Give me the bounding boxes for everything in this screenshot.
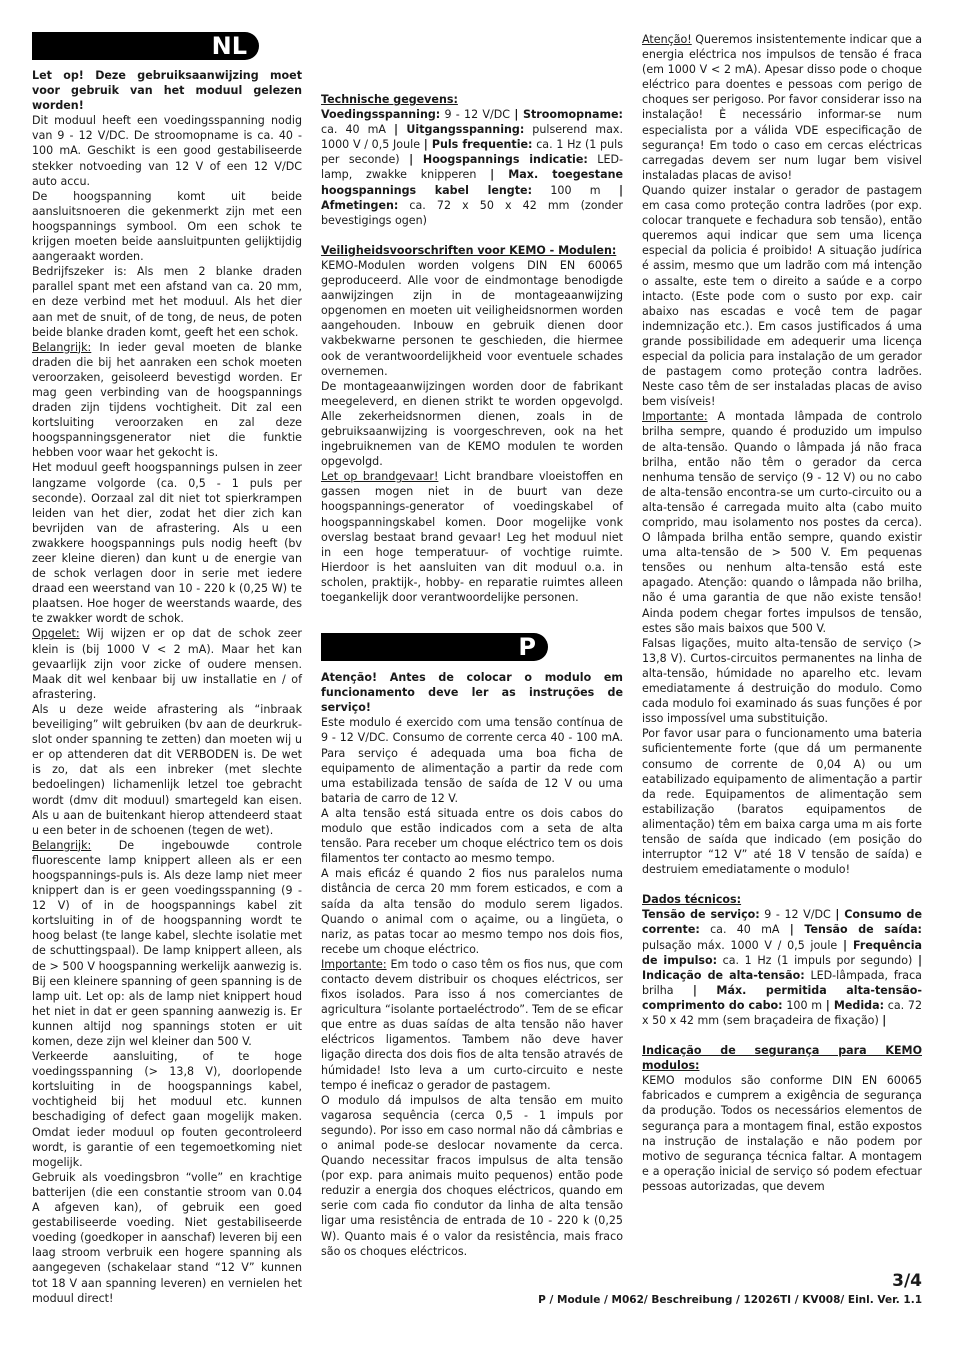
nl-important-text: De ingebouwde controle fluorescente lamp knippert alleen als er een hoogspannings-puls is. Als deze lamp niet meer knippert dan is er geen voedingsspanning (9 - 12 V) of in de hoogspannings kabel zit kortsluiting in of de hoogspanning wordt te hoog belast (te lange kabel, slechte isolatie met de schuttingspaal). De lamp knippert alleen, als de > 500 V hoogspanning werkelijk aanwezig is. Bij een kleinere spanning of geen spanning is de lamp uit. Let op: als de lamp niet knippert houd het niet in dat er geen spanning aanwezig is. Er kunnen altijd nog spannings stoten er uit komen, deze zijn wel kleiner dan 500 V. [32, 838, 302, 1048]
pt-paragraph [321, 957, 623, 1093]
page-number: 3/4 [892, 1271, 922, 1291]
nl-paragraph [32, 340, 302, 461]
spec-value: ca. 72 x 50 x 42 mm (sem braçadeira de fixação) [642, 998, 923, 1027]
spec-label: | [882, 1014, 887, 1027]
pt-paragraph: Por favor usar para o funcionamento uma bateria suficientemente forte (que dá um permanente consumo de corrente de 0,04 A) ou um eatabilizado equipamento de alimentação a partir da rede. Equipamentos de alimentação sem estabilização (baratos equipamentos de alimentação) têm em baixa carga uma m ais forte tensão de saída que indicado (em posição do interruptor “12 V” até 18 V tensão de saída) e destruiem emediatamente o modulo! [642, 727, 922, 877]
spec-label: | Stroomopname: [514, 108, 623, 122]
spec-value: ca. 1 Hz (1 impuls por segundo) [717, 953, 918, 967]
nl-caution-text: Wij wijzen er op dat de schok zeer klein is (bij 1000 V < 2 mA). Maar het kan gevaarlijk zijn voor zicke of oudere mensen. Maak dit wel kenbaar bij uw installatie en / of afrastering. [32, 627, 302, 701]
nl-safety-paragraph [321, 469, 623, 605]
nl-tech-specs [321, 107, 623, 228]
column-1 [32, 32, 302, 1306]
column-2 [321, 32, 623, 1259]
spec-value: 100 m [782, 998, 826, 1012]
pt-paragraph: A mais eficáz é quando 2 fios nus paralelos numa distância de cerca 20 mm forem esticados, e com a saída da alta tensão do modulo serem ligados. Quando o animal com o açaime, ou a lingüeta, o nariz, as patas tocar ao mesmo tempo nos dois fios, recebe um choque eléctrico. [321, 867, 623, 956]
pt-badge-label: P [518, 633, 536, 662]
nl-badge-label: NL [211, 32, 247, 60]
pt-paragraph [642, 32, 922, 183]
pt-paragraph: O modulo dá impulsos de alta tensão em muito vagarosa sequência (cerca 0,5 - 1 impuls por segundo). Por isso em caso normal não dá câmbrias e o animal pode-se deslocar novamente da cerca. Quando necessitar fracos impulsus de alta tensão (por exp. para animais muito pequenos) então pode reduzir a energia dos choques eléctricos, quando em serie com cada fio condutor da linha de alta tensão ligar uma resistência de entrada de 10 - 220 k (0,25 W). Quanto mais é o valor da resistência, mais fraco são os choques eléctricos. [321, 1093, 623, 1258]
spec-value: ca. 40 mA [321, 123, 394, 137]
nl-important-label: Belangrijk: [32, 838, 92, 852]
spec-label: | Afmetingen: [321, 183, 623, 212]
spec-label: | Puls frequentie: [423, 138, 533, 152]
spec-label: | Uitgangsspanning: [393, 123, 525, 137]
nl-fire-warning-text: Licht brandbare vloeistoffen en gassen mogen niet in de buurt van deze hoogspannings-generator of voedingskabel of hoogspanningskabel komen. Door mogelijke vonk overslag bestaat brand gevaar! Leg het moduul niet in een hoge temperatuur- of vochtige ruimte. Hierdoor is het aansluiten van dit moduul o.a. in scholen, praktijk-, hobby- en reparatie ruimtes alleen toegankelijk door verantwoordelijke personen. [321, 470, 624, 604]
nl-important-label: Belangrijk: [32, 340, 92, 354]
pt-caution-text: Queremos insistentemente indicar que a energia eléctrica nos impulsos de tensão é fraca (em 1000 V < 2 mA). Apesar disso pode o choque eléctrico para doentes e pessoas com perigo de choques ser perigoso. Por favor considerar isso na instalação! È necessário informar-se num especialista por a válida VDE especificação de segurança! Em todo o caso em cercas eléctricas carregadas devem ser num lugar bem visivel instaladas placas de aviso! [642, 33, 922, 182]
spec-label: | Max. toegestane hoogspannings kabel lengte: [321, 168, 623, 197]
nl-language-badge [32, 32, 259, 60]
pt-language-badge [321, 633, 548, 661]
spec-value: 100 m [532, 183, 619, 197]
nl-paragraph: Gebruik als voedingsbron “volle” en krachtige batterijen (die een constantie stroom van 0.04 A afgeven kan), of gebruik een goed gestabiliseerde voeding. Niet gestabiliseerde voeding (goedkoper in aanschaf) leveren bij een laag stroom verbruik een hogere spanning als aangegeven (schakelaar stand “12 V” kunnen tot 18 V aan spanning leveren) en vernielen het moduul direct! [32, 1170, 302, 1305]
pt-important-text: Em todo o caso têm os fios nus, que com contacto devem distribuir os choques eléctricos, ser fixos isolados. Para isso á nos comerciantes de agricultura “isolante portaeléctrodo”. Tem de se eficar que entre as duas saídas de alta tensão não haver eléctricos ligamentos. Tambem não deve haver ligação directa dos dois fios de alta tensão através de húmidade! Isto leva a um curto-circuito e neste tempo é ineficaz o gerador de pastagem. [321, 957, 623, 1092]
nl-caution-label: Opgelet: [32, 627, 80, 641]
nl-tech-title: Technische gegevens: [321, 93, 458, 106]
pt-tech-specs [642, 907, 922, 1028]
nl-fire-warning-label: Let op brandgevaar! [321, 470, 439, 484]
spec-label: | Consumo de corrente: [642, 908, 922, 937]
nl-paragraph: Als u deze weide afrastering als “inbraak beveiliging” wilt gebruiken (bv aan de deurkruk-slot onder spanning te zetten) dan moeten wij u er op attenderen dat dit VERBODEN is. De wet is zo, dat als een inbreker (met slechte bedoelingen) lichamenlijk letzel toe gebracht wordt (dmv dit moduul) smartegeld kan eisen. Als u aan de buitenkant hierop attendeerd staat u een beter in de schoenen (tegen de wet). [32, 702, 302, 837]
spec-label: | Tensão de saída: [789, 923, 922, 937]
nl-paragraph: Bedrijfszeker is: Als men 2 blanke draden parallel spant met een afstand van ca. 20 mm, en deze verbind met het moduul. Als het dier aan met de snuit, of de tong, de neus, de poten beide blanke draden komt, geeft het een schok. [32, 265, 302, 339]
nl-paragraph [32, 626, 302, 701]
pt-paragraph: A alta tensão está situada entre os dois cabos do modulo que estão indicados com a seta de alta tensão. Para receber um choque eléctrico tem os dois filamentos ter contacto ao mesmo tempo. [321, 806, 623, 866]
nl-safety-paragraph: KEMO-Modulen worden volgens DIN EN 60065 geproduceerd. Alle voor de eindmontage benodigde aanwijzingen zijn in de montageaanwijzing opgenomen en moeten uit veiligheidsnormen worden aangehouden. Inbouw en gebruik dienen door vakbekwarne personen te geschieden, die hiermee ook de verantwoordelijkheid voor eventuele schades overnemen. [321, 258, 623, 378]
spec-label: Tensão de serviço: [642, 908, 760, 922]
nl-warning: Let op! Deze gebruiksaanwijzing moet voor gebruik van het moduul gelezen worden! [32, 69, 302, 113]
spec-value: LED-lamp, zwakke knipperen [321, 153, 624, 182]
spec-label: | Medida: [825, 998, 885, 1012]
spec-value: LED-lâmpada, fraca brilha [642, 968, 922, 997]
nl-paragraph: De hoogspanning komt uit beide aansluitsnoeren die gekenmerkt zijn met een hoogspannings symbool. Om een schok te krijgen moeten beide aansluitpunten gelijktijdig aangeraakt worden. [32, 189, 302, 264]
spec-value: 9 - 12 V/DC [440, 108, 515, 122]
pt-important-label: Importante: [642, 410, 708, 424]
pt-caution-label: Atenção! [642, 33, 692, 46]
spec-value: ca. 40 mA [699, 923, 790, 937]
nl-paragraph: Verkeerde aansluiting, of te hoge voedingsspanning (> 13,8 V), doorlopende kortsluiting in de hoogspannings kabel, vochtigheid bij het moduul etc. kunnen beschadiging of defect gaan mogelijk maken. Omdat ieder moduul op fouten gecontroleerd wordt, is garantie of een tegemoetkoming niet mogelijk. [32, 1050, 302, 1169]
spec-label: Voedingsspanning: [321, 108, 441, 122]
spec-label: | Indicação de alta-tensão: [642, 953, 922, 982]
spec-value: ca. 1 Hz (1 puls per seconde) [321, 138, 623, 167]
pt-safety-title: Indicação de segurança para KEMO modulos: [642, 1044, 922, 1073]
pt-important-label: Importante: [321, 957, 387, 971]
pt-paragraph [642, 409, 922, 635]
pt-paragraph: Quando quizer instalar o gerador de pastagem em casa como proteção contra ladrões (por exp. colocar tranquete e fechadura sob tensão), então queremos aqui indicar que sem uma licença especial da policia é proibido! A situação judírica é assim, mesmo que um ladrão com má intenção o assalte, este tem o direito a saúde e a corpo intacto. (Este pode com o susto por exp. cair abaixo nas escadas e você tem de pagar indemnização etc.). Em casos justificados á uma grande possibilidade em adequerir uma licença especial da policia para instalação de um gerador de pastagem como proteção contra ladrões. Neste caso têm de ser instaladas placas de aviso bem visíveis! [642, 183, 922, 409]
nl-paragraph: Dit moduul heeft een voedingsspanning nodig van 9 - 12 V/DC. De stroomopname is ca. 40 - 100 mA. Geschikt is een good gestabiliseerde stekker notvoeding van 12 V of een 12 V/DC auto accu. [32, 114, 302, 188]
nl-safety-paragraph: De montageaanwijzingen worden door de fabrikant meegeleverd, en dienen strikt te worden opgevolgd. Alle zekerheidsnormen dienen, zoals in de gebruiksaanwijzing is voorgeschreven, ook na het ingebruiknemen van de KEMO modulen te worden opgevolgd. [321, 379, 623, 469]
pt-important-text: A montada lâmpada de controlo brilha sempre, quando é produzido um impulso de alta-tensão. Quando o lâmpada já não fraca brilha, então não têm o gerador da cerca nenhuma tensão de serviço (9 - 12 V) ou no cabo de alta-tensão encontra-se um curto-circuito ou a alta-tensão é carregada muito alta (cabo muito comprido, mau isolamento nos postes da cerca). O lâmpada brilha então sempre, quando existir uma alta-tensão de > 500 V. Em pequenas tensões ou nenhum alta-tensão está este apagado. Atenção: quando o lâmpada não brilha, não é uma garantia de que não existe tensão! Ainda podem chegar fortes impulsos de tensão, estes são mais baixos que 500 V. [642, 410, 922, 635]
spec-value: pulserend max. 1000 V / 0,5 Joule [321, 123, 623, 152]
nl-important-text: In ieder geval moeten de blanke draden die bij het aanraken een schok moeten veroorzaken, geisoleerd bevestigd worden. Er mag geen verbinding van de hoogspannings draden zijn tijdens vochtigheit. Dit zal een kortsluiting veroorzaken en zal deze hoogspanningsgenerator niet die funktie hebben voor waar het gekocht is. [32, 340, 302, 460]
spec-label: | Máx. permitida alta-tensão-comprimento do cabo: [642, 983, 923, 1012]
pt-warning: Atenção! Antes de colocar o modulo em funcionamento deve ler as instruções de serviço! [321, 671, 623, 715]
nl-safety-title: Veiligheidsvoorschriften voor KEMO - Modulen: [321, 243, 617, 257]
nl-paragraph [32, 838, 302, 1049]
document-reference: P / Module / M062/ Beschreibung / 12026TI / KV008/ Einl. Ver. 1.1 [538, 1294, 922, 1306]
column-3 [642, 32, 922, 1194]
pt-tech-title: Dados técnicos: [642, 893, 742, 907]
spec-value: 9 - 12 V/DC [759, 908, 836, 922]
pt-paragraph: Este modulo é exercido com uma tensão contínua de 9 - 12 V/DC. Consumo de corrente cerca 40 - 100 mA. Para serviço é adequada uma boa ficha de equipamento de alimentação a partir da rede com uma estabilizada tensão de saída de 12 V ou uma bataria de carro de 12 V. [321, 716, 623, 805]
spec-label: | Hoogspannings indicatie: [409, 153, 588, 167]
spec-label: | Frequência de impulso: [642, 938, 923, 967]
pt-paragraph: Falsas ligações, muito alta-tensão de serviço (> 13,8 V). Curtos-circuitos permanentes na linha de alta-tensão, húmidade no aparelho etc. levam emediatamente á destruição do modulo. Como cada modulo foi examinado ás suas funções é por isso impossível uma substituição. [642, 636, 922, 726]
spec-value: ca. 72 x 50 x 42 mm (zonder bevestigings ogen) [321, 198, 623, 227]
nl-paragraph: Het moduul geeft hoogspannings pulsen in zeer langzame volgorde (ca. 0,5 - 1 puls per seconde). Oorzaal zal dit niet tot spierkrampen leiden van het dier, zodat het dier zich kan bevrijden van de afrastering. Als u een zwakkere hoogspannings puls nodig heeft (bv zeer kleine dieren) dan kunt u de energie van de schok verlagen door in serie met iedere draad een weerstand van 10 - 220 k (0,25 W) te plaatsen. Hoe hoger de weerstands waarde, des te zwakker wordt de schok. [32, 461, 302, 626]
spec-value: pulsação máx. 1000 V / 0,5 joule [642, 938, 843, 952]
pt-safety-paragraph: KEMO modulos são conforme DIN EN 60065 fabricados e cumprem a exigência de segurança da produção. Todos os necessários elementos de segurança para a montagem final, estão expostos na instrução de instalação e não podem por motivo de segurança técnica faltar. A montagem e a operação inicial de serviço só podem efectuar pessoas autorizadas, que devem [642, 1074, 922, 1193]
